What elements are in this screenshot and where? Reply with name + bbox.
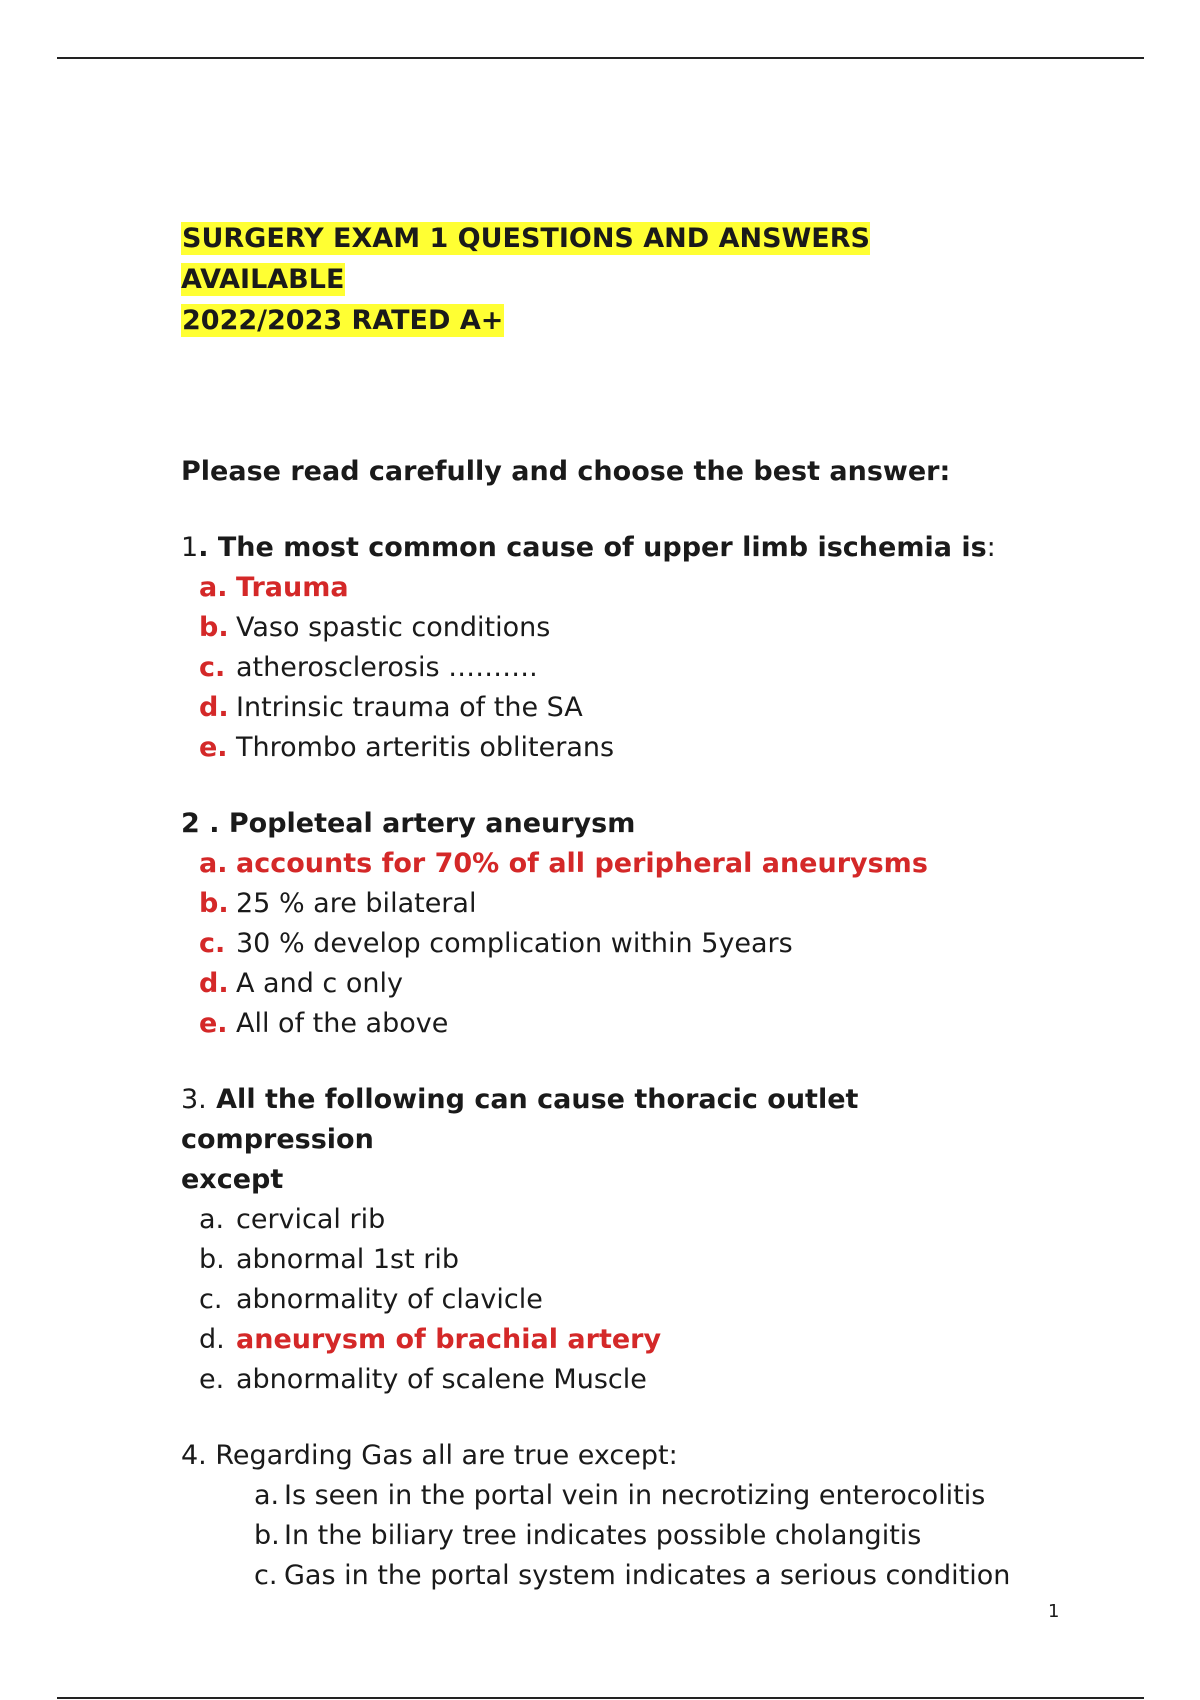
option-letter: a. [254, 1480, 280, 1511]
title-line-1: SURGERY EXAM 1 QUESTIONS AND ANSWERS AVAILABLE [181, 223, 870, 295]
option-letter: d. [199, 1324, 225, 1355]
option-3b [199, 1240, 1041, 1280]
option-letter: b. [254, 1520, 280, 1551]
option-letter: c. [254, 1560, 278, 1591]
question-3-stem-cont: except [181, 1164, 284, 1195]
option-2b [199, 884, 1041, 924]
question-2-text [181, 804, 1041, 844]
question-2-options [181, 844, 1041, 1044]
page-number: 1 [1048, 1601, 1060, 1622]
document-title [181, 218, 1041, 341]
question-1-punct: . [198, 532, 209, 563]
option-letter: b. [199, 888, 229, 919]
option-letter: c. [199, 1284, 223, 1315]
question-1-text [181, 528, 1041, 568]
question-3-number: 3. [181, 1084, 207, 1115]
option-3a [199, 1200, 1041, 1240]
option-4c [254, 1556, 1041, 1596]
option-1b [199, 608, 1041, 648]
option-letter: d. [199, 968, 229, 999]
question-2-number: 2 [181, 808, 200, 839]
option-1d [199, 688, 1041, 728]
option-letter: e. [199, 1008, 228, 1039]
option-1e [199, 728, 1041, 768]
option-text: Vaso spastic conditions [236, 612, 551, 643]
question-1 [181, 528, 1041, 768]
question-4-text: 4. Regarding Gas all are true except: [181, 1440, 678, 1471]
question-1-stem: The most common cause of upper limb ischemia is [208, 532, 987, 563]
option-letter: a. [199, 1204, 225, 1235]
question-3-text [181, 1080, 1041, 1200]
option-letter: b. [199, 1244, 225, 1275]
option-letter: c. [199, 652, 226, 683]
option-text: Is seen in the portal vein in necrotizing enterocolitis [284, 1480, 986, 1511]
question-4 [181, 1436, 1041, 1596]
header-rule [57, 57, 1144, 59]
option-text: cervical rib [236, 1204, 386, 1235]
correct-answer: aneurysm of brachial artery [236, 1324, 662, 1355]
option-letter: e. [199, 1364, 225, 1395]
option-3c [199, 1280, 1041, 1320]
option-letter: c. [199, 928, 226, 959]
question-2 [181, 804, 1041, 1044]
option-text: atherosclerosis ………. [236, 652, 538, 683]
option-text: In the biliary tree indicates possible cholangitis [284, 1520, 922, 1551]
option-4a [254, 1476, 1041, 1516]
title-line-2: 2022/2023 RATED A+ [182, 305, 504, 336]
footer-rule [57, 1697, 1144, 1699]
correct-answer: accounts for 70% of all peripheral aneurysms [236, 848, 928, 879]
option-text: abnormal 1st rib [236, 1244, 460, 1275]
option-3e [199, 1360, 1041, 1400]
option-text: abnormality of scalene Muscle [236, 1364, 647, 1395]
option-2c [199, 924, 1041, 964]
document-body [181, 218, 1041, 1596]
option-text: A and c only [236, 968, 403, 999]
option-text: Gas in the portal system indicates a serious condition [284, 1560, 1011, 1591]
correct-answer: Trauma [236, 572, 349, 603]
option-letter: b. [199, 612, 229, 643]
question-1-suffix: : [986, 532, 996, 563]
option-text: 30 % develop complication within 5years [236, 928, 793, 959]
option-letter: e. [199, 732, 228, 763]
option-1c [199, 648, 1041, 688]
option-3d [199, 1320, 1041, 1360]
instruction-text: Please read carefully and choose the best answer: [181, 456, 951, 487]
option-letter: a. [199, 848, 228, 879]
option-letter: d. [199, 692, 229, 723]
question-1-options [181, 568, 1041, 768]
question-2-stem: . Popleteal artery aneurysm [199, 808, 636, 839]
question-1-number: 1 [181, 532, 199, 563]
question-3-options [181, 1200, 1041, 1400]
option-text: All of the above [236, 1008, 449, 1039]
option-text: Thrombo arteritis obliterans [236, 732, 615, 763]
option-text: 25 % are bilateral [236, 888, 477, 919]
option-text: abnormality of clavicle [236, 1284, 543, 1315]
option-2a [199, 844, 1041, 884]
option-1a [199, 568, 1041, 608]
option-text: Intrinsic trauma of the SA [236, 692, 583, 723]
option-2e [199, 1004, 1041, 1044]
question-3 [181, 1080, 1041, 1400]
question-3-stem: All the following can cause thoracic outlet compression [181, 1084, 859, 1155]
option-4b [254, 1516, 1041, 1556]
question-4-options [181, 1476, 1041, 1596]
option-2d [199, 964, 1041, 1004]
option-letter: a. [199, 572, 228, 603]
